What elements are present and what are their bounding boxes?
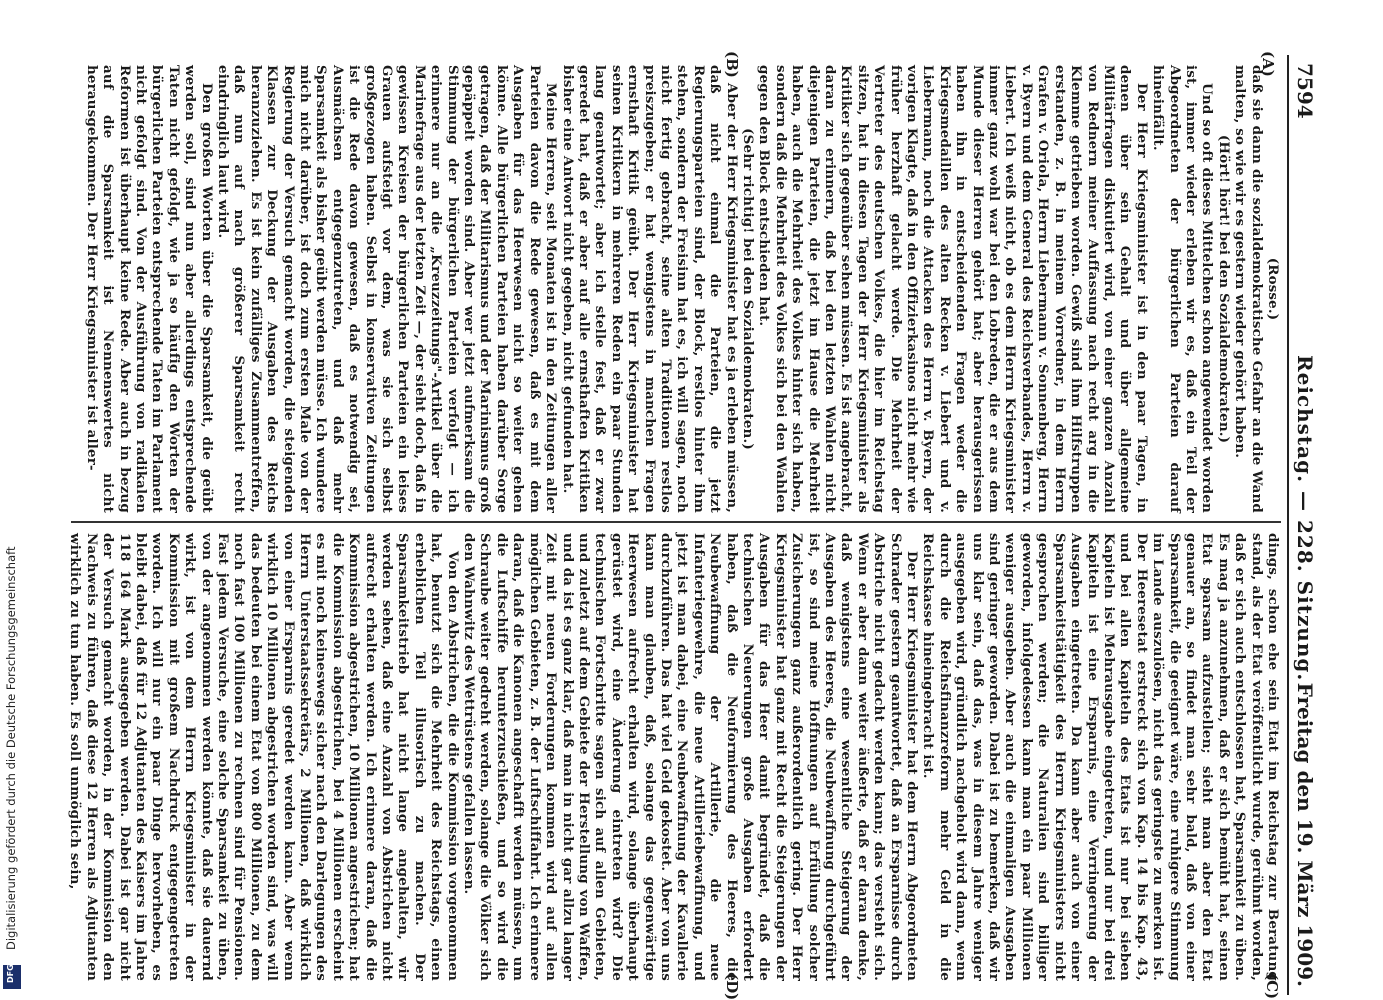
session-date: Freitag den 19. März 1909. — [1293, 682, 1317, 987]
paragraph: Und so oft dieses Mittelchen schon angewendet worden ist, immer wieder erleben wir es, daß ein Teil der Abgeordneten der bürgerlichen Parteien darauf hineinfällt. — [1150, 65, 1216, 513]
funding-notice: Digitalisierung gefördert durch die Deutsche Forschungsgemeinschaft — [4, 546, 18, 950]
paragraph: Aber der Herr Kriegsminister hat es ja erleben müssen, daß nicht einmal die Parteien, die jetzt Regierungsparteien sind, der Block, restlos hinter ihm stehen, sondern der Freisinn hat es, ich will sagen, noch nicht fertig gebracht, seine alten Traditionen restlos preiszugeben; er hat wenigstens in manchen Fragen ernsthaft Kritik geübt. Der Herr Kriegsminister hat seinen Kritikern in mehreren Reden ein paar Stunden lang geantwortet; aber ich stelle fest, daß er zwar geredet hat, daß er aber auf alle ernsthaften Kritiken bisher eine Antwort nicht gegeben, nicht gefunden hat. — [559, 65, 740, 513]
paragraph: Den großen Worten über die Sparsamkeit, die geübt werden soll, sind nun aber allerdings entsprechende Taten nicht gefolgt, wie ja so häufig den Worten der bürgerlichen Parteien entsprechende Taten im Parlament nicht gefolgt sind. Von der Ausführung von radikalen Reformen ist überhaupt keine Rede. Aber auch in bezug auf die Sparsamkeit ist Nennenswertes nicht herausgekommen. Der Herr Kriegsminister ist aller- — [83, 65, 215, 513]
paragraph: dings, schon ehe sein Etat im Reichstag zur Beratung stand, als der Etat veröffentlicht wurde, gerühmt worden, daß er sich auch entschlossen hat, Sparsamkeit zu üben. Es mag ja anzunehmen, daß er sich bemüht hat, seinen Etat sparsam aufzustellen; sieht man aber den Etat genauer an, so findet man sehr bald, daß von einer Sparsamkeit, die geeignet wäre, eine ruhigere Stimmung im Lande auszulösen, nicht das geringste zu merken ist. Der Heeresetat erstreckt sich von Kap. 14 bis Kap. 43, und bei allen Kapiteln des Etats ist nur bei sieben Kapiteln ist Mehrausgabe eingetreten, und nur bei drei Kapiteln ist eine Ersparnis, eine Verringerung der Ausgaben eingetreten. Da kann aber auch von einer Sparsamkeitstätigkeit des Herrn Kriegsministers nicht gesprochen werden; die Naturalien sind billiger geworden, infolgedessen kann man ein paar Millionen weniger ausgeben. Aber auch die einmaligen Ausgaben sind geringer geworden. Dabei ist zu bemerken, daß wir uns klar sein, daß das, was in diesem Jahre weniger ausgegeben wird, gründlich nachgeholt wird dann, wenn durch die Reichsfinanzreform mehr Geld in die Reichskasse hineingebracht ist. — [920, 533, 1281, 981]
paragraph: daß sie dann die sozialdemokratische Gefahr an die Wand malten, so wie wir es gestern wieder gehört haben. — [1232, 65, 1265, 513]
column-divider — [71, 521, 1281, 523]
running-title: Reichstag. — 228. Sitzung. — [1293, 355, 1317, 682]
left-text-column — [71, 65, 1281, 513]
paragraph: Der Herr Kriegsminister ist in den paar Tagen, in denen über sein Gehalt und über allgemeine Militärfragen diskutiert wird, von einer ganzen Anzahl von Rednern meiner Auffassung nach recht arg in die Klemme getrieben worden. Gewiß sind ihm Hilfstruppen erstanden, z. B. in meinem Vorredner, in dem Herrn Grafen v. Oriola, Herrn Liebermann v. Sonnenberg, Herrn v. Byern und dem General des Reichsverbandes, Herrn v. Liebert. Ich weiß nicht, ob es dem Herrn Kriegsminister immer ganz wohl war bei den Lobreden, die er aus dem Munde dieser Herren gehört hat; aber herausgerissen haben ihn in entscheidenden Fragen weder die Kriegsmedaillen des alten Recken v. Liebert und v. Liebermann, noch die Attacken des Herrn v. Byern, der vorigen Klagte, daß in den Offizierkasinos nicht mehr wie früher herzhaft gelacht werde. Die Mehrheit der Vertreter des deutschen Volkes, die hier im Reichstag sitzen, hat in diesen Tagen der Herr Kriegsminister als Kritiker sich gegenüber sehen müssen. Es ist angebracht, daran zu erinnern, daß bei den letzten Wahlen nicht diejenigen Parteien, die jetzt im Hause die Mehrheit haben, auch die Mehrheit des Volkes hinter sich haben, sondern daß die Mehrheit des Volkes sich bei den Wahlen gegen den Block entschieden hat. — [756, 65, 1150, 513]
page-number: 7594 — [1293, 63, 1317, 119]
paragraph: (Rosse.) — [1265, 257, 1281, 321]
dfg-logo — [3, 965, 21, 989]
paragraph: Von den Abstrichen, die die Kommission vorgenommen hat, benutzt sich die Mehrheit des Reichstags, einen erheblichen Teil illusorisch zu machen. Der Sparsamkeitstrieb hat nicht lange angehalten, wir werden sehen, daß eine Anzahl von Abstrichen nicht aufrecht erhalten werden. Ich erinnere daran, daß die Kommission abgestrichen, 10 Millionen angestrichen; hat die Kommission abgestrichen, bei 4 Millionen erscheint es mit noch keineswegs sicher nach den Darlegungen des Herrn Unterstaatssekretärs, 2 Millionen, daß wirklich von einer Ersparnis geredet werden kann. Aber wenn wirklich 10 Millionen abgestrichen worden sind, was will das bedeuten bei einem Etat von 800 Millionen, zu dem noch fast 100 Millionen zu rechnen sind für Pensionen. Fast jedem Versuche, eine solche Sparsamkeit zu üben, von der angenommen werden könnte, daß sie dauernd wirkt, ist von dem Herrn Kriegsminister in der Kommission mit großem Nachdruck entgegengetreten worden. Ich will nur ein paar Dinge hervorheben, es bleibt dabei, daß für 12 Adjutanten des Kaisers im Jahre 118 164 Mark ausgegeben werden. Dabei ist gar nicht der Versuch gemacht worden, in der Kommission den Nachweis zu führen, daß diese 12 Herren als Adjutanten wirklich zu tun haben. Es soll unmöglich sein, — [67, 533, 461, 982]
digitization-sidebar — [0, 0, 24, 1000]
margin-marker-c: (C) — [1263, 973, 1281, 1000]
paragraph: Der Herr Kriegsminister hat dem Herrn Abgeordneten Schrader gestern geantwortet, daß an Ersparnisse durch Abstriche nicht gedacht werden kann; das versteht sich. Wenn er aber dann weiter äußerte, daß er daran denke, daß wenigstens eine wesentliche Steigerung der Ausgaben des Heeres, die Neubewaffnung durchgeführt ist, so sind meine Hoffnungen auf Erfüllung solcher Zusicherungen ganz außerordentlich gering. Der Herr Kriegsminister hat ganz mit Recht die Steigerungen der Ausgaben für das Heer damit begründet, daß die technischen Neuerungen große Ausgaben erfordert haben, daß die Neuformierung des Heeres, die Neubewaffnung der Artillerie, die neue Infanteriegewehre, die neue Artilleriebewaffnung, und jetzt ist man dabei, eine Neubewaffnung der Kavallerie durchzuführen. Das hat viel Geld gekostet. Aber von uns kann man glauben, daß, solange das gegenwärtige Heerwesen aufrecht erhalten wird, solange überhaupt gerüstet wird, eine Änderung eintreten wird? Die technischen Fortschritte sagen sich auf allen Gebieten, und zuletzt auf dem Gebiete der Herstellung von Waffen, und da ist es ganz klar, daß man in nicht gar allzu langer Zeit mit neuen Forderungen kommen wird auf allen möglichen Gebieten, z. B. der Luftschiffahrt. Ich erinnere daran, daß die Kanonen angeschafft werden müssen, um die Luftschiffe herunterzuschießen, und so wird die Schraube weiter gedreht werden, solange die Völker sich den Wahnwitz des Wettrüstens gefallen lassen. — [461, 533, 921, 981]
dfg-logo-text: DFG — [6, 964, 15, 983]
page-header — [1287, 55, 1321, 995]
right-text-column — [67, 533, 1281, 982]
paragraph: (Hört! hört! bei den Sozialdemokraten.) — [1215, 134, 1232, 444]
paragraph: (Sehr richtig! bei den Sozialdemokraten.) — [740, 128, 756, 450]
margin-marker-a: (A) — [1259, 51, 1277, 77]
margin-marker-b: (B) — [723, 51, 741, 78]
margin-marker-d: (D) — [723, 973, 741, 1000]
paragraph: Meine Herren, seit Monaten ist in den Zeitungen aller Parteien davon die Rede gewesen, daß es mit dem Ausgaben für das Heerwesen nicht so weiter gehen könne. Alle bürgerlichen Parteien haben darüber Sorge getragen, daß der Militarismus und der Marinismus groß gepäppelt worden sind. Aber wer jetzt aufmerksam die Stimmung der bürgerlichen Parteien verfolgt — ich erinnere nur an die „Kreuzzeitungs"-Artikel über die Marinefrage aus der letzten Zeit —, der sieht doch, daß in gewissen Kreisen der bürgerlichen Parteien ein leises Grauen aufsteigt vor dem, was sie sich selbst großgezogen haben. Selbst in konservativen Zeitungen ist die Rede davon gewesen, daß es notwendig sei, Ausmächsen entgegenzutreten, und daß mehr Sparsamkeit als bisher geübt werden müsse. Ich wundere mich nicht darüber, ist doch zum ersten Male von der Regierung der Versuch gemacht worden, die steigenden Klassen zur Deckung der Ausgaben des Reichs heranzuziehen. Es ist kein zufälliges Zusammentreffen, daß nun auf nach größerer Sparsamkeit recht eindringlich laut wird. — [215, 65, 560, 513]
document-page — [61, 51, 1321, 1000]
